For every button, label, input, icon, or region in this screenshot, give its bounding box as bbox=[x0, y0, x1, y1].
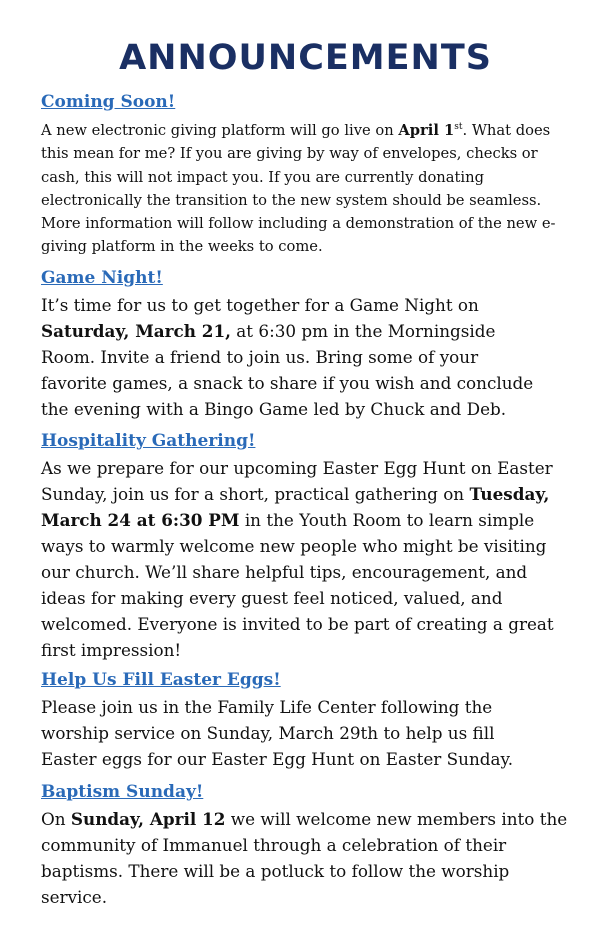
date-emphasis: March 24 at 6:30 PM bbox=[41, 510, 240, 530]
text-line: welcomed. Everyone is invited to be part of creating a great bbox=[41, 614, 554, 634]
page-title: ANNOUNCEMENTS bbox=[119, 38, 492, 78]
text-line: . What does bbox=[462, 122, 551, 139]
ordinal-suffix: st bbox=[454, 122, 463, 133]
date-emphasis: Tuesday, bbox=[469, 484, 550, 504]
hospitality-text bbox=[41, 455, 609, 663]
text-line: Room. Invite a friend to join us. Bring some of your bbox=[41, 347, 479, 367]
text-line: we will welcome new members into the bbox=[225, 809, 568, 829]
text-line: Easter eggs for our Easter Egg Hunt on Easter Sunday. bbox=[41, 749, 514, 769]
text-line: favorite games, a snack to share if you wish and conclude bbox=[41, 373, 534, 393]
text-line: community of Immanuel through a celebration of their bbox=[41, 835, 507, 855]
coming-soon-text bbox=[41, 119, 609, 259]
text-line: this mean for me? If you are giving by way of envelopes, checks or bbox=[41, 145, 538, 163]
text-line: giving platform in the weeks to come. bbox=[41, 238, 323, 256]
text-line: service. bbox=[41, 887, 108, 907]
text-line: Please join us in the Family Life Center following the bbox=[41, 697, 493, 717]
text-line: ways to warmly welcome new people who might be visiting bbox=[41, 536, 547, 556]
date-emphasis: Sunday, April 12 bbox=[70, 809, 226, 829]
text-line: electronically the transition to the new system should be seamless. bbox=[41, 191, 542, 209]
date-emphasis: Saturday, March 21, bbox=[41, 321, 231, 341]
text-line: Sunday, join us for a short, practical gathering on bbox=[41, 484, 470, 504]
heading-easter-eggs[interactable]: Help Us Fill Easter Eggs! bbox=[41, 670, 281, 690]
text-line: worship service on Sunday, March 29th to help us fill bbox=[41, 723, 495, 743]
heading-coming-soon[interactable]: Coming Soon! bbox=[41, 92, 176, 112]
date-emphasis: April 1 bbox=[398, 122, 455, 139]
text-line: A new electronic giving platform will go live on bbox=[41, 122, 399, 139]
section-hospitality bbox=[41, 430, 609, 663]
text-line: cash, this will not impact you. If you are currently donating bbox=[41, 168, 484, 186]
text-line: It’s time for us to get together for a Game Night on bbox=[41, 295, 479, 315]
text-line: ideas for making every guest feel noticed, valued, and bbox=[41, 588, 503, 608]
text-line: the evening with a Bingo Game led by Chuck and Deb. bbox=[41, 399, 507, 419]
text-line: first impression! bbox=[41, 640, 182, 660]
heading-baptism[interactable]: Baptism Sunday! bbox=[41, 782, 204, 802]
text-line: As we prepare for our upcoming Easter Egg Hunt on Easter bbox=[41, 458, 553, 478]
game-night-text bbox=[41, 292, 609, 422]
heading-game-night[interactable]: Game Night! bbox=[41, 268, 163, 288]
section-game-night bbox=[41, 267, 609, 422]
text-line: at 6:30 pm in the Morningside bbox=[230, 321, 496, 341]
heading-hospitality[interactable]: Hospitality Gathering! bbox=[41, 431, 256, 451]
section-baptism bbox=[41, 781, 609, 910]
text-line: More information will follow including a demonstration of the new e- bbox=[41, 215, 556, 233]
text-line: in the Youth Room to learn simple bbox=[239, 510, 535, 530]
easter-eggs-text bbox=[41, 694, 609, 772]
text-line: baptisms. There will be a potluck to follow the worship bbox=[41, 861, 510, 881]
section-coming-soon bbox=[41, 91, 609, 259]
baptism-text bbox=[41, 806, 609, 910]
section-easter-eggs bbox=[41, 669, 609, 772]
text-line: our church. We’ll share helpful tips, encouragement, and bbox=[41, 562, 528, 582]
text-line: On bbox=[41, 809, 71, 829]
